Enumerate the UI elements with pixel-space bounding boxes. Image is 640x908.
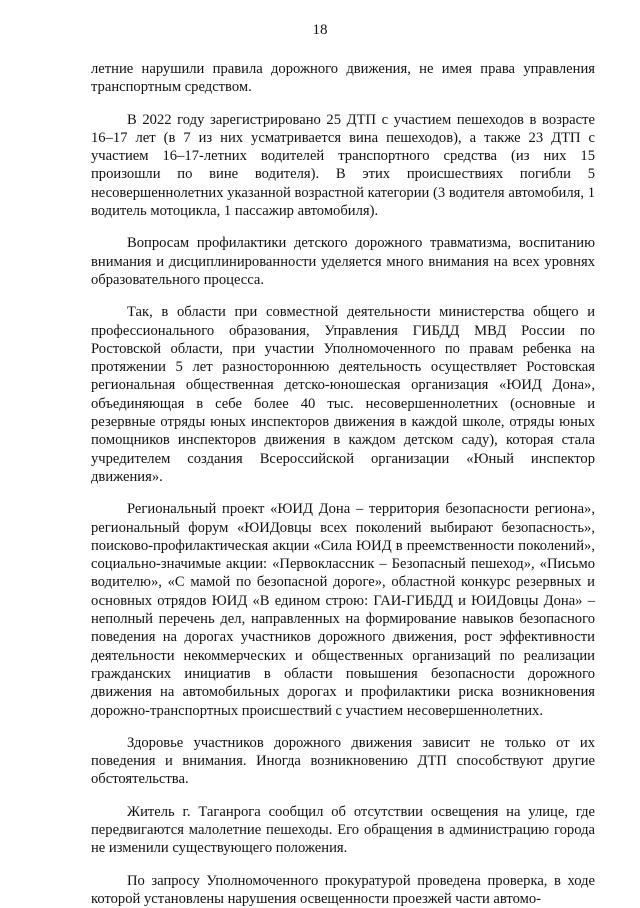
paragraph-health-of-participants: Здоровье участников дорожного движения зависит не только от их поведения и внимания. Иногда возникновению ДТП способствуют другие обстоятельства. [91,734,595,788]
paragraph-continuation: летние нарушили правила дорожного движения, не имея права управления транспортным средством. [91,61,595,96]
paragraph-prosecutor-check: По запросу Уполномоченного прокуратурой проведена проверка, в ходе которой установлены нарушения освещенности проезжей части автомо- [91,872,595,907]
page-number: 18 [312,22,328,38]
paragraph-accident-statistics: В 2022 году зарегистрировано 25 ДТП с участием пешеходов в возрасте 16–17 лет (в 7 из них усматривается вина пешеходов), а также 23 ДТП с участием 16–17-летних водителей транспортного средства (из них 15 произошли по вине водителя). В этих происшествиях погибли 5 несовершеннолетних указанной возрастной категории (3 водителя автомобиля, 1 водитель мотоцикла, 1 пассажир автомобиля). [91,111,595,220]
document-body [91,60,595,908]
paragraph-taganrog-resident: Житель г. Таганрога сообщил об отсутствии освещения на улице, где передвигаются малолетние пешеходы. Его обращения в администрацию города не изменили существующего положения. [91,803,595,857]
paragraph-prevention: Вопросам профилактики детского дорожного травматизма, воспитанию внимания и дисциплинированности уделяется много внимания на всех уровнях образовательного процесса. [91,235,595,288]
paragraph-regional-projects: Региональный проект «ЮИД Дона – территория безопасности региона», региональный форум «ЮИДовцы всех поколений выбирают безопасность», поисково-профилактическая акции «Сила ЮИД в преемственности поколений», социально-значимые акции: «Первоклассник – Безопасный пешеход», «Письмо водителю», «С мамой по безопасной дороге», областной конкурс резервных и основных отрядов ЮИД «В едином строю: ГАИ-ГИБДД и ЮИДовцы Дона» – неполный перечень дел, направленных на формирование навыков безопасного поведения на дорогах участников дорожного движения, рост эффективности деятельности некоммерческих и общественных организаций по реализации гражданских инициатив в области повышения безопасности дорожного движения на автомобильных дорогах и профилактики риска возникновения дорожно-транспортных происшествий с участием несовершеннолетних. [91,501,595,719]
paragraph-yid-don-organization: Так, в области при совместной деятельности министерства общего и профессионального образования, Управления ГИБДД МВД России по Ростовской области, при участии Уполномоченного по правам ребенка на протяжении 5 лет разностороннюю деятельность осуществляет Ростовская региональная общественная детско-юношеская организация «ЮИД Дона», объединяющая в себе более 40 тыс. несовершеннолетних (основные и резервные отряды юных инспекторов движения в каждой школе, отряды юных помощников инспекторов движения в каждом детском саду), которая стала учредителем создания Всероссийской организации «Юный инспектор движения». [91,304,595,485]
